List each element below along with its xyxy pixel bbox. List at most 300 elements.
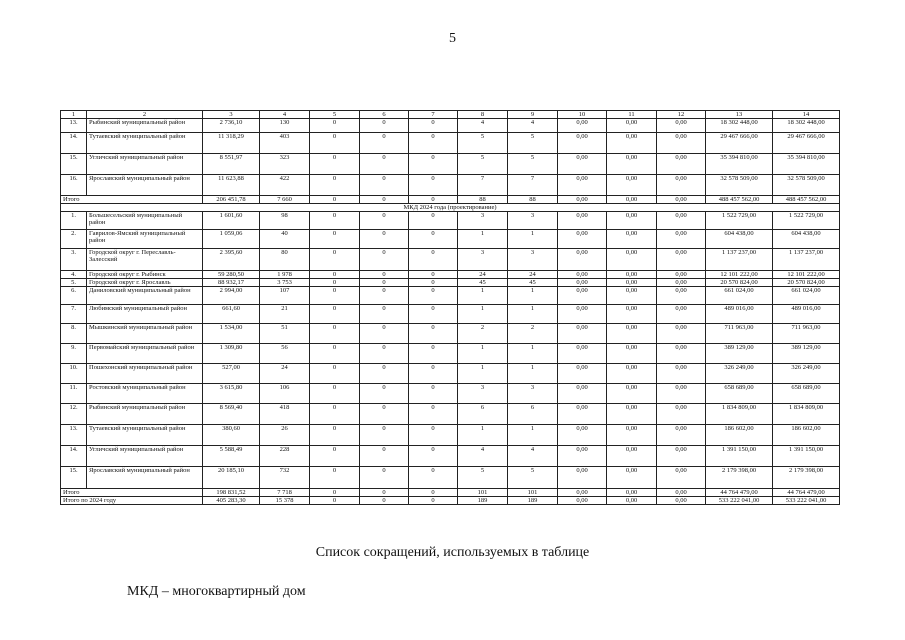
value-cell-c6: 0 bbox=[360, 446, 409, 467]
value-cell-c3: 8 551,97 bbox=[203, 154, 260, 175]
value-cell-c3: 2 395,60 bbox=[203, 249, 260, 271]
value-cell-c11: 0,00 bbox=[607, 324, 657, 344]
value-cell-c3: 88 932,17 bbox=[203, 279, 260, 287]
value-cell-c10: 0,00 bbox=[558, 175, 607, 196]
value-cell-c13: 711 963,00 bbox=[706, 324, 773, 344]
value-cell-c6: 0 bbox=[360, 279, 409, 287]
table-row bbox=[61, 175, 840, 196]
value-cell-c14: 389 129,00 bbox=[773, 344, 840, 364]
district-name-cell: Мышкинский муниципальный район bbox=[87, 324, 203, 344]
value-cell-c11: 0,00 bbox=[607, 305, 657, 324]
value-cell-c9: 45 bbox=[508, 279, 558, 287]
row-number-cell: 6. bbox=[61, 287, 87, 305]
value-cell-c7: 0 bbox=[409, 119, 458, 133]
value-cell-c7: 0 bbox=[409, 364, 458, 384]
value-cell-c7: 0 bbox=[409, 249, 458, 271]
total-value-c10: 0,00 bbox=[558, 497, 607, 505]
value-cell-c8: 1 bbox=[458, 425, 508, 446]
value-cell-c14: 20 570 824,00 bbox=[773, 279, 840, 287]
value-cell-c9: 4 bbox=[508, 119, 558, 133]
value-cell-c14: 604 438,00 bbox=[773, 230, 840, 249]
value-cell-c7: 0 bbox=[409, 230, 458, 249]
row-number-cell: 8. bbox=[61, 324, 87, 344]
value-cell-c5: 0 bbox=[310, 425, 360, 446]
column-header: 3 bbox=[203, 111, 260, 119]
abbreviations-caption: Список сокращений, используемых в таблице bbox=[315, 545, 590, 560]
value-cell-c6: 0 bbox=[360, 364, 409, 384]
total-value-c3: 206 451,78 bbox=[203, 196, 260, 204]
value-cell-c9: 6 bbox=[508, 404, 558, 425]
value-cell-c11: 0,00 bbox=[607, 133, 657, 154]
total-value-c9: 88 bbox=[508, 196, 558, 204]
value-cell-c11: 0,00 bbox=[607, 119, 657, 133]
value-cell-c4: 732 bbox=[260, 467, 310, 489]
value-cell-c8: 3 bbox=[458, 212, 508, 230]
data-table bbox=[60, 110, 840, 505]
value-cell-c8: 1 bbox=[458, 344, 508, 364]
value-cell-c5: 0 bbox=[310, 212, 360, 230]
value-cell-c4: 228 bbox=[260, 446, 310, 467]
value-cell-c3: 2 736,10 bbox=[203, 119, 260, 133]
district-name-cell: Городской округ г. Ярославль bbox=[87, 279, 203, 287]
value-cell-c5: 0 bbox=[310, 154, 360, 175]
value-cell-c11: 0,00 bbox=[607, 344, 657, 364]
total-value-c7: 0 bbox=[409, 489, 458, 497]
value-cell-c3: 11 623,88 bbox=[203, 175, 260, 196]
value-cell-c8: 24 bbox=[458, 271, 508, 279]
value-cell-c9: 1 bbox=[508, 287, 558, 305]
value-cell-c3: 11 318,29 bbox=[203, 133, 260, 154]
value-cell-c13: 12 101 222,00 bbox=[706, 271, 773, 279]
value-cell-c11: 0,00 bbox=[607, 404, 657, 425]
value-cell-c4: 323 bbox=[260, 154, 310, 175]
value-cell-c8: 5 bbox=[458, 154, 508, 175]
value-cell-c6: 0 bbox=[360, 287, 409, 305]
value-cell-c13: 1 522 729,00 bbox=[706, 212, 773, 230]
table-row bbox=[61, 404, 840, 425]
row-number-cell: 13. bbox=[61, 119, 87, 133]
value-cell-c12: 0,00 bbox=[657, 446, 706, 467]
value-cell-c6: 0 bbox=[360, 249, 409, 271]
abbreviation-mkd: МКД – многоквартирный дом bbox=[127, 584, 306, 599]
row-number-cell: 13. bbox=[61, 425, 87, 446]
district-name-cell: Ярославский муниципальный район bbox=[87, 467, 203, 489]
value-cell-c6: 0 bbox=[360, 175, 409, 196]
district-name-cell: Пошехонский муниципальный район bbox=[87, 364, 203, 384]
value-cell-c9: 5 bbox=[508, 133, 558, 154]
value-cell-c14: 1 391 150,00 bbox=[773, 446, 840, 467]
value-cell-c14: 35 394 810,00 bbox=[773, 154, 840, 175]
value-cell-c13: 29 467 666,00 bbox=[706, 133, 773, 154]
value-cell-c4: 21 bbox=[260, 305, 310, 324]
column-header: 7 bbox=[409, 111, 458, 119]
value-cell-c9: 4 bbox=[508, 446, 558, 467]
value-cell-c14: 658 689,00 bbox=[773, 384, 840, 404]
value-cell-c7: 0 bbox=[409, 154, 458, 175]
value-cell-c9: 3 bbox=[508, 249, 558, 271]
value-cell-c4: 403 bbox=[260, 133, 310, 154]
value-cell-c9: 7 bbox=[508, 175, 558, 196]
table-row bbox=[61, 344, 840, 364]
column-header: 5 bbox=[310, 111, 360, 119]
total-value-c13: 533 222 041,00 bbox=[706, 497, 773, 505]
value-cell-c4: 422 bbox=[260, 175, 310, 196]
value-cell-c10: 0,00 bbox=[558, 271, 607, 279]
value-cell-c6: 0 bbox=[360, 467, 409, 489]
row-number-cell: 12. bbox=[61, 404, 87, 425]
value-cell-c5: 0 bbox=[310, 305, 360, 324]
value-cell-c11: 0,00 bbox=[607, 175, 657, 196]
value-cell-c10: 0,00 bbox=[558, 154, 607, 175]
value-cell-c12: 0,00 bbox=[657, 119, 706, 133]
value-cell-c11: 0,00 bbox=[607, 154, 657, 175]
value-cell-c8: 3 bbox=[458, 384, 508, 404]
value-cell-c7: 0 bbox=[409, 175, 458, 196]
page-number: 5 bbox=[449, 31, 456, 46]
section-row bbox=[61, 204, 840, 212]
value-cell-c10: 0,00 bbox=[558, 230, 607, 249]
value-cell-c8: 1 bbox=[458, 364, 508, 384]
value-cell-c12: 0,00 bbox=[657, 467, 706, 489]
value-cell-c11: 0,00 bbox=[607, 230, 657, 249]
value-cell-c5: 0 bbox=[310, 279, 360, 287]
value-cell-c3: 1 534,00 bbox=[203, 324, 260, 344]
value-cell-c13: 32 578 509,00 bbox=[706, 175, 773, 196]
district-name-cell: Рыбинский муниципальный район bbox=[87, 404, 203, 425]
value-cell-c11: 0,00 bbox=[607, 249, 657, 271]
value-cell-c7: 0 bbox=[409, 305, 458, 324]
column-header: 2 bbox=[87, 111, 203, 119]
value-cell-c13: 326 249,00 bbox=[706, 364, 773, 384]
district-name-cell: Гаврилов-Ямский муниципальный район bbox=[87, 230, 203, 249]
value-cell-c8: 1 bbox=[458, 287, 508, 305]
value-cell-c6: 0 bbox=[360, 384, 409, 404]
value-cell-c13: 35 394 810,00 bbox=[706, 154, 773, 175]
table-row bbox=[61, 271, 840, 279]
column-header: 10 bbox=[558, 111, 607, 119]
table-row bbox=[61, 249, 840, 271]
table-row bbox=[61, 212, 840, 230]
total-value-c12: 0,00 bbox=[657, 196, 706, 204]
value-cell-c7: 0 bbox=[409, 344, 458, 364]
value-cell-c6: 0 bbox=[360, 404, 409, 425]
value-cell-c9: 1 bbox=[508, 344, 558, 364]
value-cell-c8: 1 bbox=[458, 230, 508, 249]
table-row bbox=[61, 133, 840, 154]
row-number-cell: 16. bbox=[61, 175, 87, 196]
total-value-c6: 0 bbox=[360, 489, 409, 497]
value-cell-c11: 0,00 bbox=[607, 467, 657, 489]
row-number-cell: 14. bbox=[61, 133, 87, 154]
value-cell-c9: 5 bbox=[508, 467, 558, 489]
value-cell-c13: 1 391 150,00 bbox=[706, 446, 773, 467]
column-header: 6 bbox=[360, 111, 409, 119]
value-cell-c5: 0 bbox=[310, 271, 360, 279]
total-value-c11: 0,00 bbox=[607, 489, 657, 497]
value-cell-c4: 106 bbox=[260, 384, 310, 404]
value-cell-c12: 0,00 bbox=[657, 175, 706, 196]
column-header: 9 bbox=[508, 111, 558, 119]
district-name-cell: Рыбинский муниципальный район bbox=[87, 119, 203, 133]
total-row bbox=[61, 497, 840, 505]
district-name-cell: Городской округ г. Переславль-Залесский bbox=[87, 249, 203, 271]
value-cell-c6: 0 bbox=[360, 344, 409, 364]
value-cell-c14: 2 179 398,00 bbox=[773, 467, 840, 489]
value-cell-c8: 3 bbox=[458, 249, 508, 271]
value-cell-c9: 1 bbox=[508, 230, 558, 249]
total-value-c8: 88 bbox=[458, 196, 508, 204]
total-value-c8: 189 bbox=[458, 497, 508, 505]
value-cell-c6: 0 bbox=[360, 119, 409, 133]
value-cell-c3: 661,60 bbox=[203, 305, 260, 324]
value-cell-c14: 1 834 809,00 bbox=[773, 404, 840, 425]
value-cell-c12: 0,00 bbox=[657, 212, 706, 230]
value-cell-c7: 0 bbox=[409, 271, 458, 279]
total-value-c13: 44 764 479,00 bbox=[706, 489, 773, 497]
value-cell-c5: 0 bbox=[310, 133, 360, 154]
district-name-cell: Даниловский муниципальный район bbox=[87, 287, 203, 305]
value-cell-c14: 1 522 729,00 bbox=[773, 212, 840, 230]
value-cell-c12: 0,00 bbox=[657, 344, 706, 364]
total-value-c4: 15 378 bbox=[260, 497, 310, 505]
column-header: 8 bbox=[458, 111, 508, 119]
value-cell-c10: 0,00 bbox=[558, 446, 607, 467]
value-cell-c8: 5 bbox=[458, 133, 508, 154]
value-cell-c6: 0 bbox=[360, 324, 409, 344]
table-row bbox=[61, 425, 840, 446]
value-cell-c4: 51 bbox=[260, 324, 310, 344]
district-name-cell: Большесельский муниципальный район bbox=[87, 212, 203, 230]
value-cell-c4: 418 bbox=[260, 404, 310, 425]
value-cell-c11: 0,00 bbox=[607, 446, 657, 467]
value-cell-c10: 0,00 bbox=[558, 404, 607, 425]
value-cell-c7: 0 bbox=[409, 324, 458, 344]
value-cell-c8: 2 bbox=[458, 324, 508, 344]
column-header: 4 bbox=[260, 111, 310, 119]
value-cell-c12: 0,00 bbox=[657, 249, 706, 271]
value-cell-c9: 1 bbox=[508, 425, 558, 446]
total-value-c9: 189 bbox=[508, 497, 558, 505]
value-cell-c8: 4 bbox=[458, 119, 508, 133]
value-cell-c7: 0 bbox=[409, 287, 458, 305]
value-cell-c3: 8 569,40 bbox=[203, 404, 260, 425]
total-value-c6: 0 bbox=[360, 497, 409, 505]
total-value-c4: 7 660 bbox=[260, 196, 310, 204]
value-cell-c11: 0,00 bbox=[607, 271, 657, 279]
value-cell-c11: 0,00 bbox=[607, 279, 657, 287]
value-cell-c9: 1 bbox=[508, 364, 558, 384]
value-cell-c3: 3 615,80 bbox=[203, 384, 260, 404]
total-row bbox=[61, 489, 840, 497]
value-cell-c13: 2 179 398,00 bbox=[706, 467, 773, 489]
total-value-c12: 0,00 bbox=[657, 497, 706, 505]
value-cell-c7: 0 bbox=[409, 384, 458, 404]
district-name-cell: Тутаевский муниципальный район bbox=[87, 133, 203, 154]
value-cell-c12: 0,00 bbox=[657, 133, 706, 154]
value-cell-c4: 107 bbox=[260, 287, 310, 305]
value-cell-c7: 0 bbox=[409, 404, 458, 425]
value-cell-c10: 0,00 bbox=[558, 324, 607, 344]
value-cell-c5: 0 bbox=[310, 119, 360, 133]
total-label-cell: Итого bbox=[61, 196, 203, 204]
value-cell-c10: 0,00 bbox=[558, 119, 607, 133]
value-cell-c8: 1 bbox=[458, 305, 508, 324]
district-name-cell: Угличский муниципальный район bbox=[87, 154, 203, 175]
value-cell-c12: 0,00 bbox=[657, 271, 706, 279]
value-cell-c8: 5 bbox=[458, 467, 508, 489]
column-header: 13 bbox=[706, 111, 773, 119]
value-cell-c10: 0,00 bbox=[558, 279, 607, 287]
value-cell-c3: 2 994,00 bbox=[203, 287, 260, 305]
total-value-c10: 0,00 bbox=[558, 196, 607, 204]
value-cell-c10: 0,00 bbox=[558, 212, 607, 230]
total-value-c4: 7 718 bbox=[260, 489, 310, 497]
value-cell-c9: 5 bbox=[508, 154, 558, 175]
value-cell-c7: 0 bbox=[409, 446, 458, 467]
value-cell-c10: 0,00 bbox=[558, 425, 607, 446]
column-header: 11 bbox=[607, 111, 657, 119]
total-label-cell: Итого по 2024 году bbox=[61, 497, 203, 505]
table-row bbox=[61, 384, 840, 404]
value-cell-c14: 661 024,00 bbox=[773, 287, 840, 305]
value-cell-c11: 0,00 bbox=[607, 425, 657, 446]
district-name-cell: Ростовский муниципальный район bbox=[87, 384, 203, 404]
value-cell-c5: 0 bbox=[310, 467, 360, 489]
value-cell-c9: 3 bbox=[508, 384, 558, 404]
value-cell-c5: 0 bbox=[310, 446, 360, 467]
value-cell-c12: 0,00 bbox=[657, 287, 706, 305]
value-cell-c8: 4 bbox=[458, 446, 508, 467]
value-cell-c3: 20 185,10 bbox=[203, 467, 260, 489]
value-cell-c6: 0 bbox=[360, 305, 409, 324]
total-value-c7: 0 bbox=[409, 196, 458, 204]
value-cell-c5: 0 bbox=[310, 404, 360, 425]
value-cell-c14: 29 467 666,00 bbox=[773, 133, 840, 154]
value-cell-c12: 0,00 bbox=[657, 230, 706, 249]
value-cell-c6: 0 bbox=[360, 154, 409, 175]
table-row bbox=[61, 305, 840, 324]
total-value-c8: 101 bbox=[458, 489, 508, 497]
column-header: 12 bbox=[657, 111, 706, 119]
value-cell-c4: 26 bbox=[260, 425, 310, 446]
total-value-c11: 0,00 bbox=[607, 196, 657, 204]
total-value-c9: 101 bbox=[508, 489, 558, 497]
value-cell-c7: 0 bbox=[409, 467, 458, 489]
row-number-cell: 15. bbox=[61, 467, 87, 489]
column-header: 14 bbox=[773, 111, 840, 119]
value-cell-c13: 489 016,00 bbox=[706, 305, 773, 324]
district-name-cell: Первомайский муниципальный район bbox=[87, 344, 203, 364]
value-cell-c11: 0,00 bbox=[607, 384, 657, 404]
value-cell-c13: 661 024,00 bbox=[706, 287, 773, 305]
value-cell-c12: 0,00 bbox=[657, 154, 706, 175]
value-cell-c7: 0 bbox=[409, 425, 458, 446]
value-cell-c10: 0,00 bbox=[558, 287, 607, 305]
value-cell-c9: 3 bbox=[508, 212, 558, 230]
value-cell-c5: 0 bbox=[310, 364, 360, 384]
value-cell-c8: 7 bbox=[458, 175, 508, 196]
value-cell-c11: 0,00 bbox=[607, 212, 657, 230]
total-value-c12: 0,00 bbox=[657, 489, 706, 497]
total-label-cell: Итого bbox=[61, 489, 203, 497]
value-cell-c9: 2 bbox=[508, 324, 558, 344]
district-name-cell: Городской округ г. Рыбинск bbox=[87, 271, 203, 279]
value-cell-c14: 18 302 448,00 bbox=[773, 119, 840, 133]
value-cell-c5: 0 bbox=[310, 324, 360, 344]
value-cell-c10: 0,00 bbox=[558, 384, 607, 404]
value-cell-c13: 1 834 809,00 bbox=[706, 404, 773, 425]
row-number-cell: 9. bbox=[61, 344, 87, 364]
value-cell-c10: 0,00 bbox=[558, 305, 607, 324]
value-cell-c14: 711 963,00 bbox=[773, 324, 840, 344]
value-cell-c6: 0 bbox=[360, 133, 409, 154]
value-cell-c5: 0 bbox=[310, 175, 360, 196]
column-header: 1 bbox=[61, 111, 87, 119]
row-number-cell: 2. bbox=[61, 230, 87, 249]
row-number-cell: 4. bbox=[61, 271, 87, 279]
value-cell-c10: 0,00 bbox=[558, 364, 607, 384]
value-cell-c3: 380,60 bbox=[203, 425, 260, 446]
value-cell-c13: 20 570 824,00 bbox=[706, 279, 773, 287]
value-cell-c6: 0 bbox=[360, 230, 409, 249]
value-cell-c13: 18 302 448,00 bbox=[706, 119, 773, 133]
value-cell-c14: 1 137 237,00 bbox=[773, 249, 840, 271]
value-cell-c10: 0,00 bbox=[558, 467, 607, 489]
table-row bbox=[61, 119, 840, 133]
value-cell-c4: 56 bbox=[260, 344, 310, 364]
row-number-cell: 5. bbox=[61, 279, 87, 287]
value-cell-c7: 0 bbox=[409, 212, 458, 230]
value-cell-c4: 3 753 bbox=[260, 279, 310, 287]
value-cell-c11: 0,00 bbox=[607, 287, 657, 305]
value-cell-c12: 0,00 bbox=[657, 324, 706, 344]
value-cell-c12: 0,00 bbox=[657, 364, 706, 384]
value-cell-c12: 0,00 bbox=[657, 305, 706, 324]
total-value-c14: 44 764 479,00 bbox=[773, 489, 840, 497]
value-cell-c13: 186 602,00 bbox=[706, 425, 773, 446]
district-name-cell: Угличский муниципальный район bbox=[87, 446, 203, 467]
total-value-c3: 198 831,52 bbox=[203, 489, 260, 497]
section-title-cell: МКД 2024 года (проектирование) bbox=[61, 204, 840, 212]
table-row bbox=[61, 446, 840, 467]
value-cell-c3: 5 588,49 bbox=[203, 446, 260, 467]
total-value-c14: 533 222 041,00 bbox=[773, 497, 840, 505]
value-cell-c3: 1 601,60 bbox=[203, 212, 260, 230]
value-cell-c10: 0,00 bbox=[558, 249, 607, 271]
value-cell-c13: 604 438,00 bbox=[706, 230, 773, 249]
value-cell-c11: 0,00 bbox=[607, 364, 657, 384]
total-value-c7: 0 bbox=[409, 497, 458, 505]
table-row bbox=[61, 154, 840, 175]
total-value-c5: 0 bbox=[310, 196, 360, 204]
value-cell-c12: 0,00 bbox=[657, 425, 706, 446]
total-value-c6: 0 bbox=[360, 196, 409, 204]
row-number-cell: 3. bbox=[61, 249, 87, 271]
value-cell-c14: 489 016,00 bbox=[773, 305, 840, 324]
value-cell-c4: 40 bbox=[260, 230, 310, 249]
row-number-cell: 11. bbox=[61, 384, 87, 404]
value-cell-c13: 1 137 237,00 bbox=[706, 249, 773, 271]
row-number-cell: 15. bbox=[61, 154, 87, 175]
table-row bbox=[61, 467, 840, 489]
value-cell-c5: 0 bbox=[310, 344, 360, 364]
table-row bbox=[61, 279, 840, 287]
total-value-c13: 488 457 562,00 bbox=[706, 196, 773, 204]
total-value-c14: 488 457 562,00 bbox=[773, 196, 840, 204]
value-cell-c4: 80 bbox=[260, 249, 310, 271]
district-name-cell: Тутаевский муниципальный район bbox=[87, 425, 203, 446]
total-value-c10: 0,00 bbox=[558, 489, 607, 497]
